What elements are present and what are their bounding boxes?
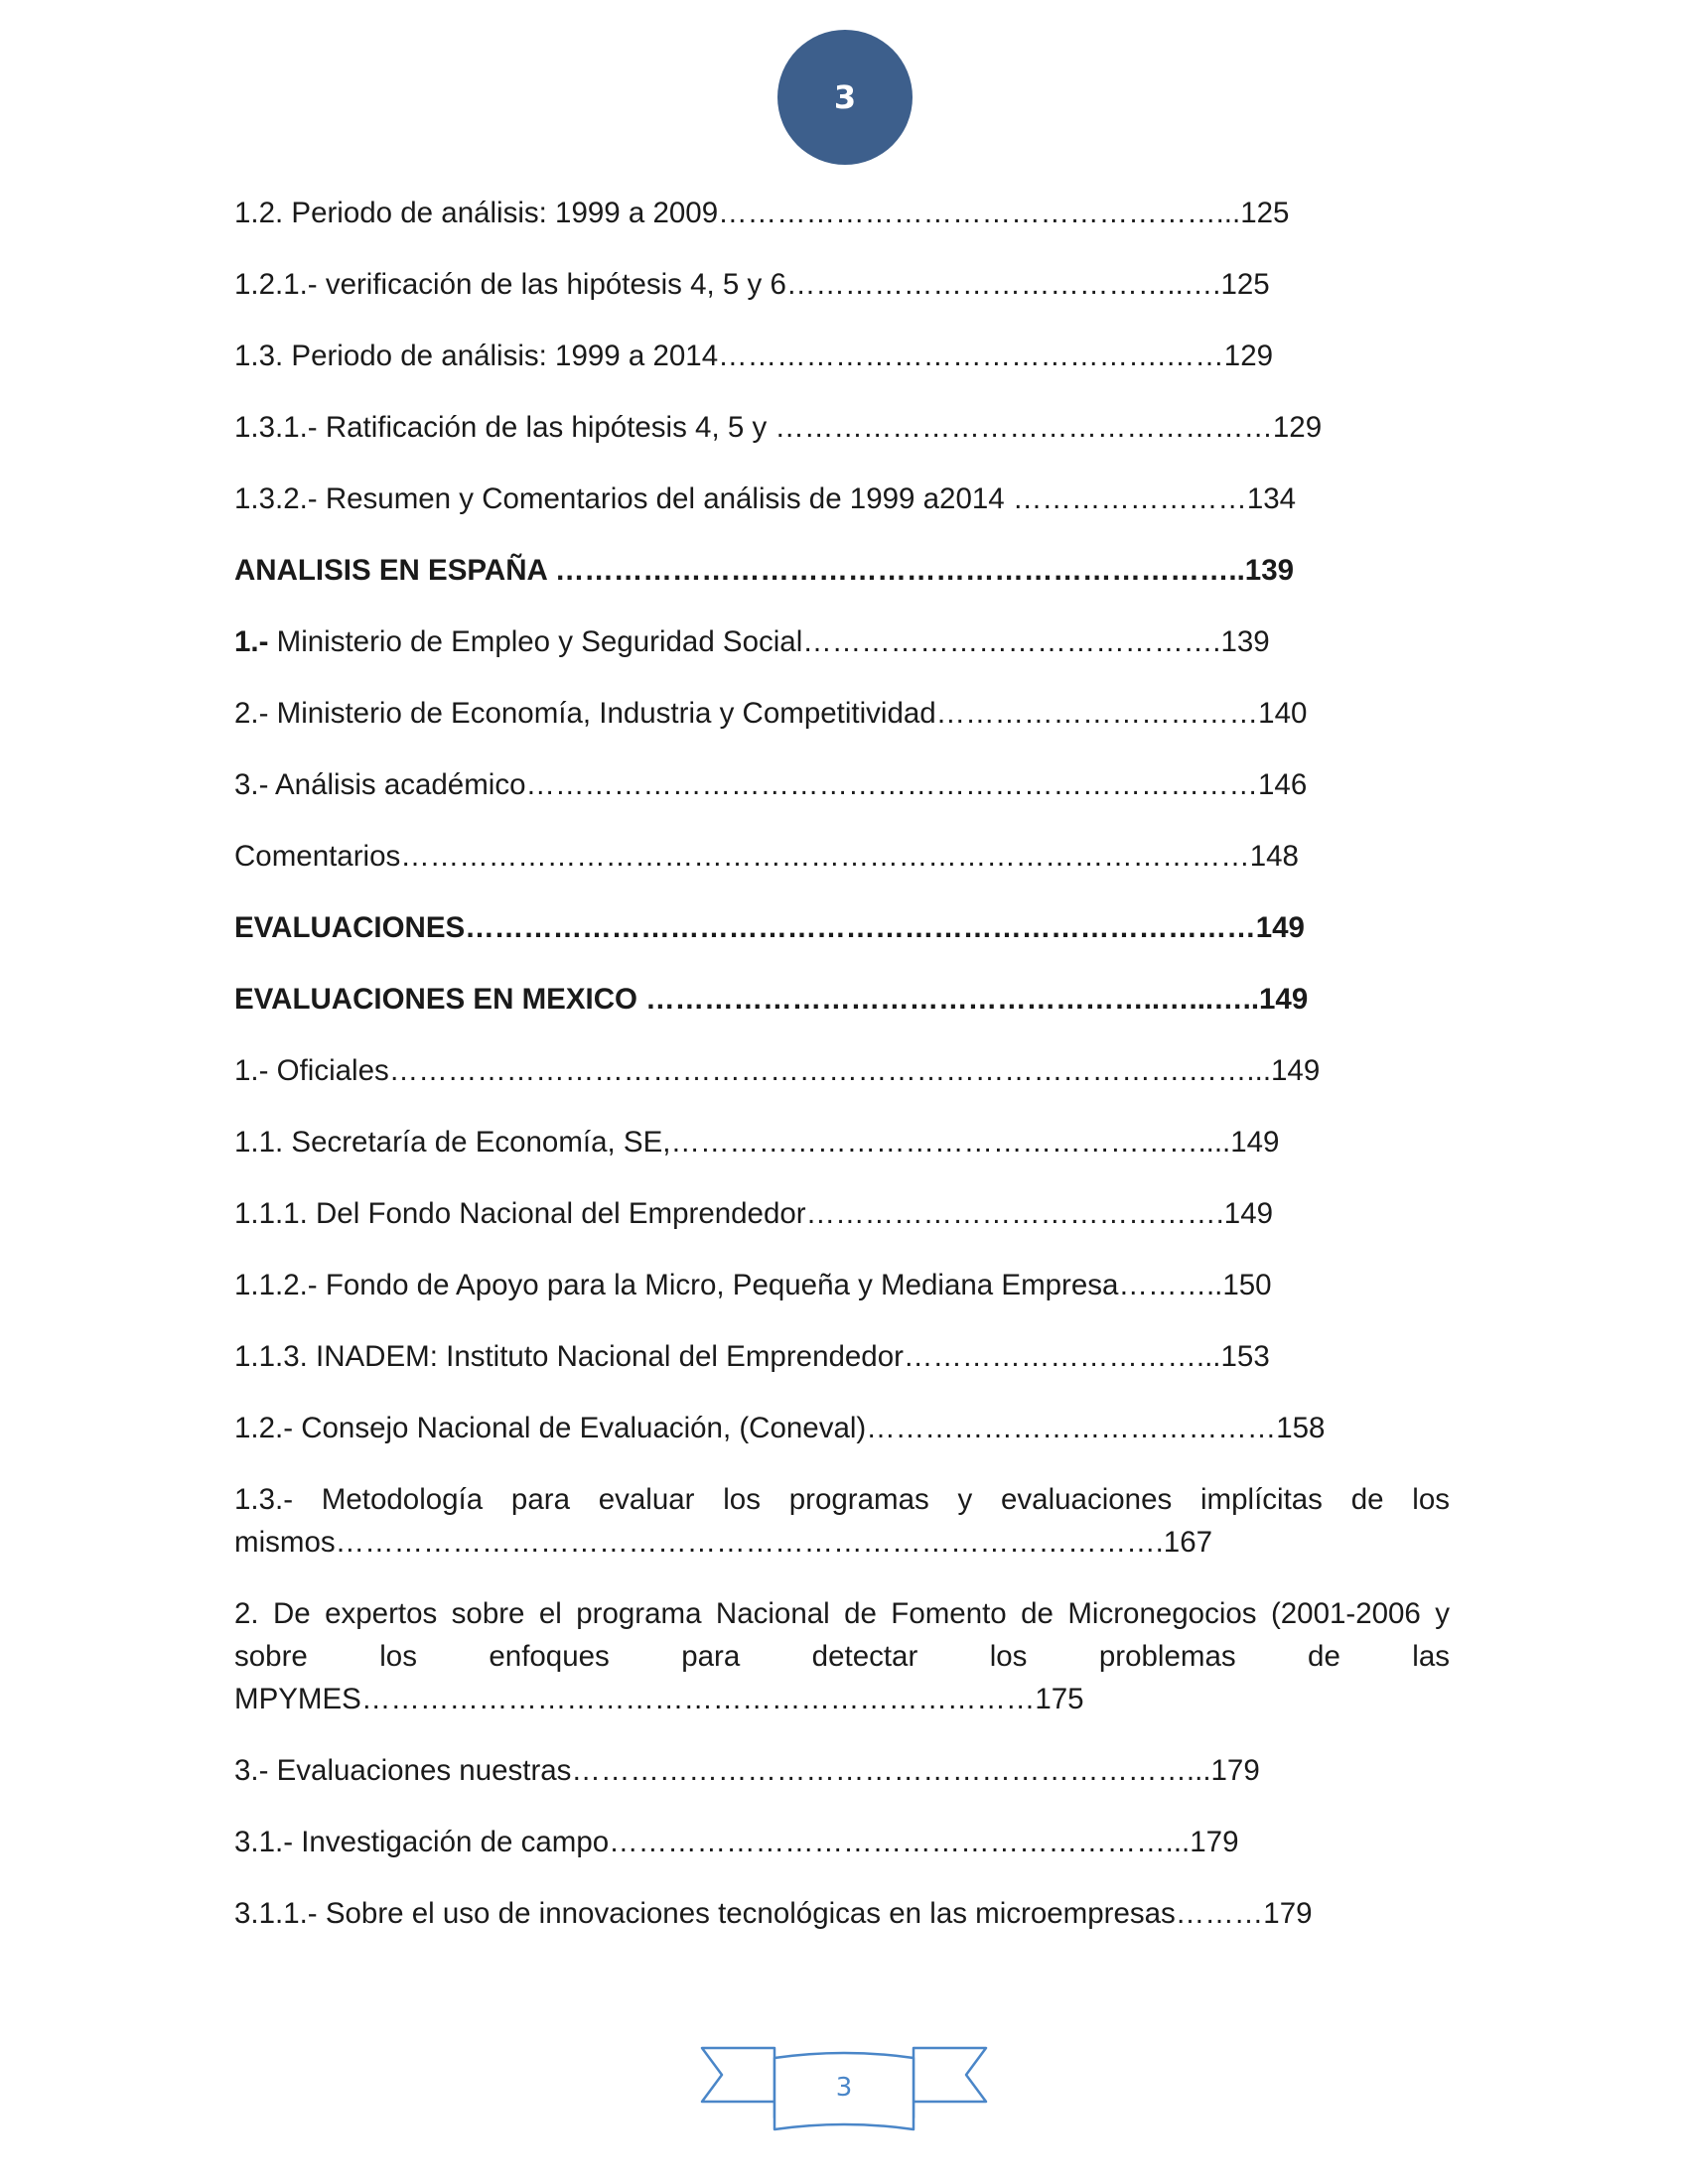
toc-entry [234, 620, 1450, 663]
toc-entry-text: 2. De expertos sobre el programa Nacional de Fomento de Micronegocios (2001-2006 y sobre los enfoques para detectar los problemas de las MPYMES……………………………………………………………175 [234, 1597, 1450, 1715]
footer-page-number: 3 [835, 2073, 853, 2103]
toc-entry-text: 1.1.3. INADEM: Instituto Nacional del Emprendedor…………………………...153 [234, 1340, 1270, 1373]
toc-entry-text: 1.1.2.- Fondo de Apoyo para la Micro, Pequeña y Mediana Empresa………..150 [234, 1269, 1272, 1301]
toc-entry-text: Ministerio de Empleo y Seguridad Social…………………………………….139 [268, 625, 1270, 658]
toc-entry-number: 1.- [234, 625, 269, 658]
toc-entry [234, 1407, 1450, 1449]
toc-entry-text: 1.3. Periodo de análisis: 1999 a 2014……………………………………….……129 [234, 340, 1274, 372]
toc-entry-text: 2.- Ministerio de Economía, Industria y Competitividad……………………………140 [234, 697, 1308, 730]
toc-entry-text: 1.3.1.- Ratificación de las hipótesis 4, 5 y ……………………………………………129 [234, 411, 1323, 444]
toc-entry [234, 1049, 1450, 1092]
toc-entry-text: 1.1.1. Del Fondo Nacional del Emprendedor…………………………………….149 [234, 1197, 1274, 1230]
toc-entry [234, 335, 1450, 377]
toc-entry [234, 549, 1450, 592]
toc-entry [234, 192, 1450, 234]
toc-entry-text: Comentarios……………………………………………………………………………148 [234, 840, 1299, 873]
toc-entry [234, 1192, 1450, 1235]
toc-entry-text: 3.- Evaluaciones nuestras………………………………………………………...179 [234, 1754, 1260, 1787]
toc-entry [234, 1335, 1450, 1378]
page-number-badge: 3 [777, 30, 913, 165]
toc-entry [234, 1478, 1450, 1564]
toc-entry-text: 3.1.- Investigación de campo…………………………………………………...179 [234, 1826, 1239, 1858]
toc-entry-text: 1.- Oficiales……………………………………………………………………….……...149 [234, 1054, 1321, 1087]
toc-entry [234, 478, 1450, 520]
toc-entry-text: 3.1.1.- Sobre el uso de innovaciones tecnológicas en las microempresas………179 [234, 1897, 1313, 1930]
toc-entry-text: 1.2.1.- verificación de las hipótesis 4, 5 y 6…………………………………..….125 [234, 268, 1270, 301]
toc-entry [234, 835, 1450, 878]
toc-entry [234, 1749, 1450, 1792]
toc-entry-text: 1.1. Secretaría de Economía, SE,………………………………………………....149 [234, 1126, 1280, 1159]
table-of-contents [234, 192, 1450, 1964]
toc-entry [234, 1264, 1450, 1306]
toc-entry-text: 1.2.- Consejo Nacional de Evaluación, (Coneval)……………………………………158 [234, 1412, 1326, 1444]
toc-entry [234, 978, 1450, 1021]
toc-entry [234, 906, 1450, 949]
toc-entry-text: EVALUACIONES EN MEXICO ……………………………………………..…...…..149 [234, 983, 1309, 1016]
toc-entry-text: 3.- Análisis académico…………………………………………………………………146 [234, 768, 1308, 801]
toc-entry [234, 406, 1450, 449]
toc-entry-text: 1.3.2.- Resumen y Comentarios del análisis de 1999 a2014 ……………………134 [234, 482, 1297, 515]
toc-entry-text: ANALISIS EN ESPAÑA ……………………………………………………………..139 [234, 554, 1295, 587]
toc-entry [234, 263, 1450, 306]
toc-entry [234, 1821, 1450, 1863]
toc-entry [234, 1121, 1450, 1163]
toc-entry [234, 1592, 1450, 1720]
toc-entry-text: 1.3.- Metodología para evaluar los programas y evaluaciones implícitas de los mismos………………………………………………………………………….167 [234, 1483, 1450, 1559]
toc-entry-text: EVALUACIONES………………………………………………………………………149 [234, 911, 1305, 944]
toc-entry-text: 1.2. Periodo de análisis: 1999 a 2009……………………………………………...125 [234, 197, 1290, 229]
toc-entry [234, 763, 1450, 806]
toc-entry [234, 1892, 1450, 1935]
toc-entry [234, 692, 1450, 735]
